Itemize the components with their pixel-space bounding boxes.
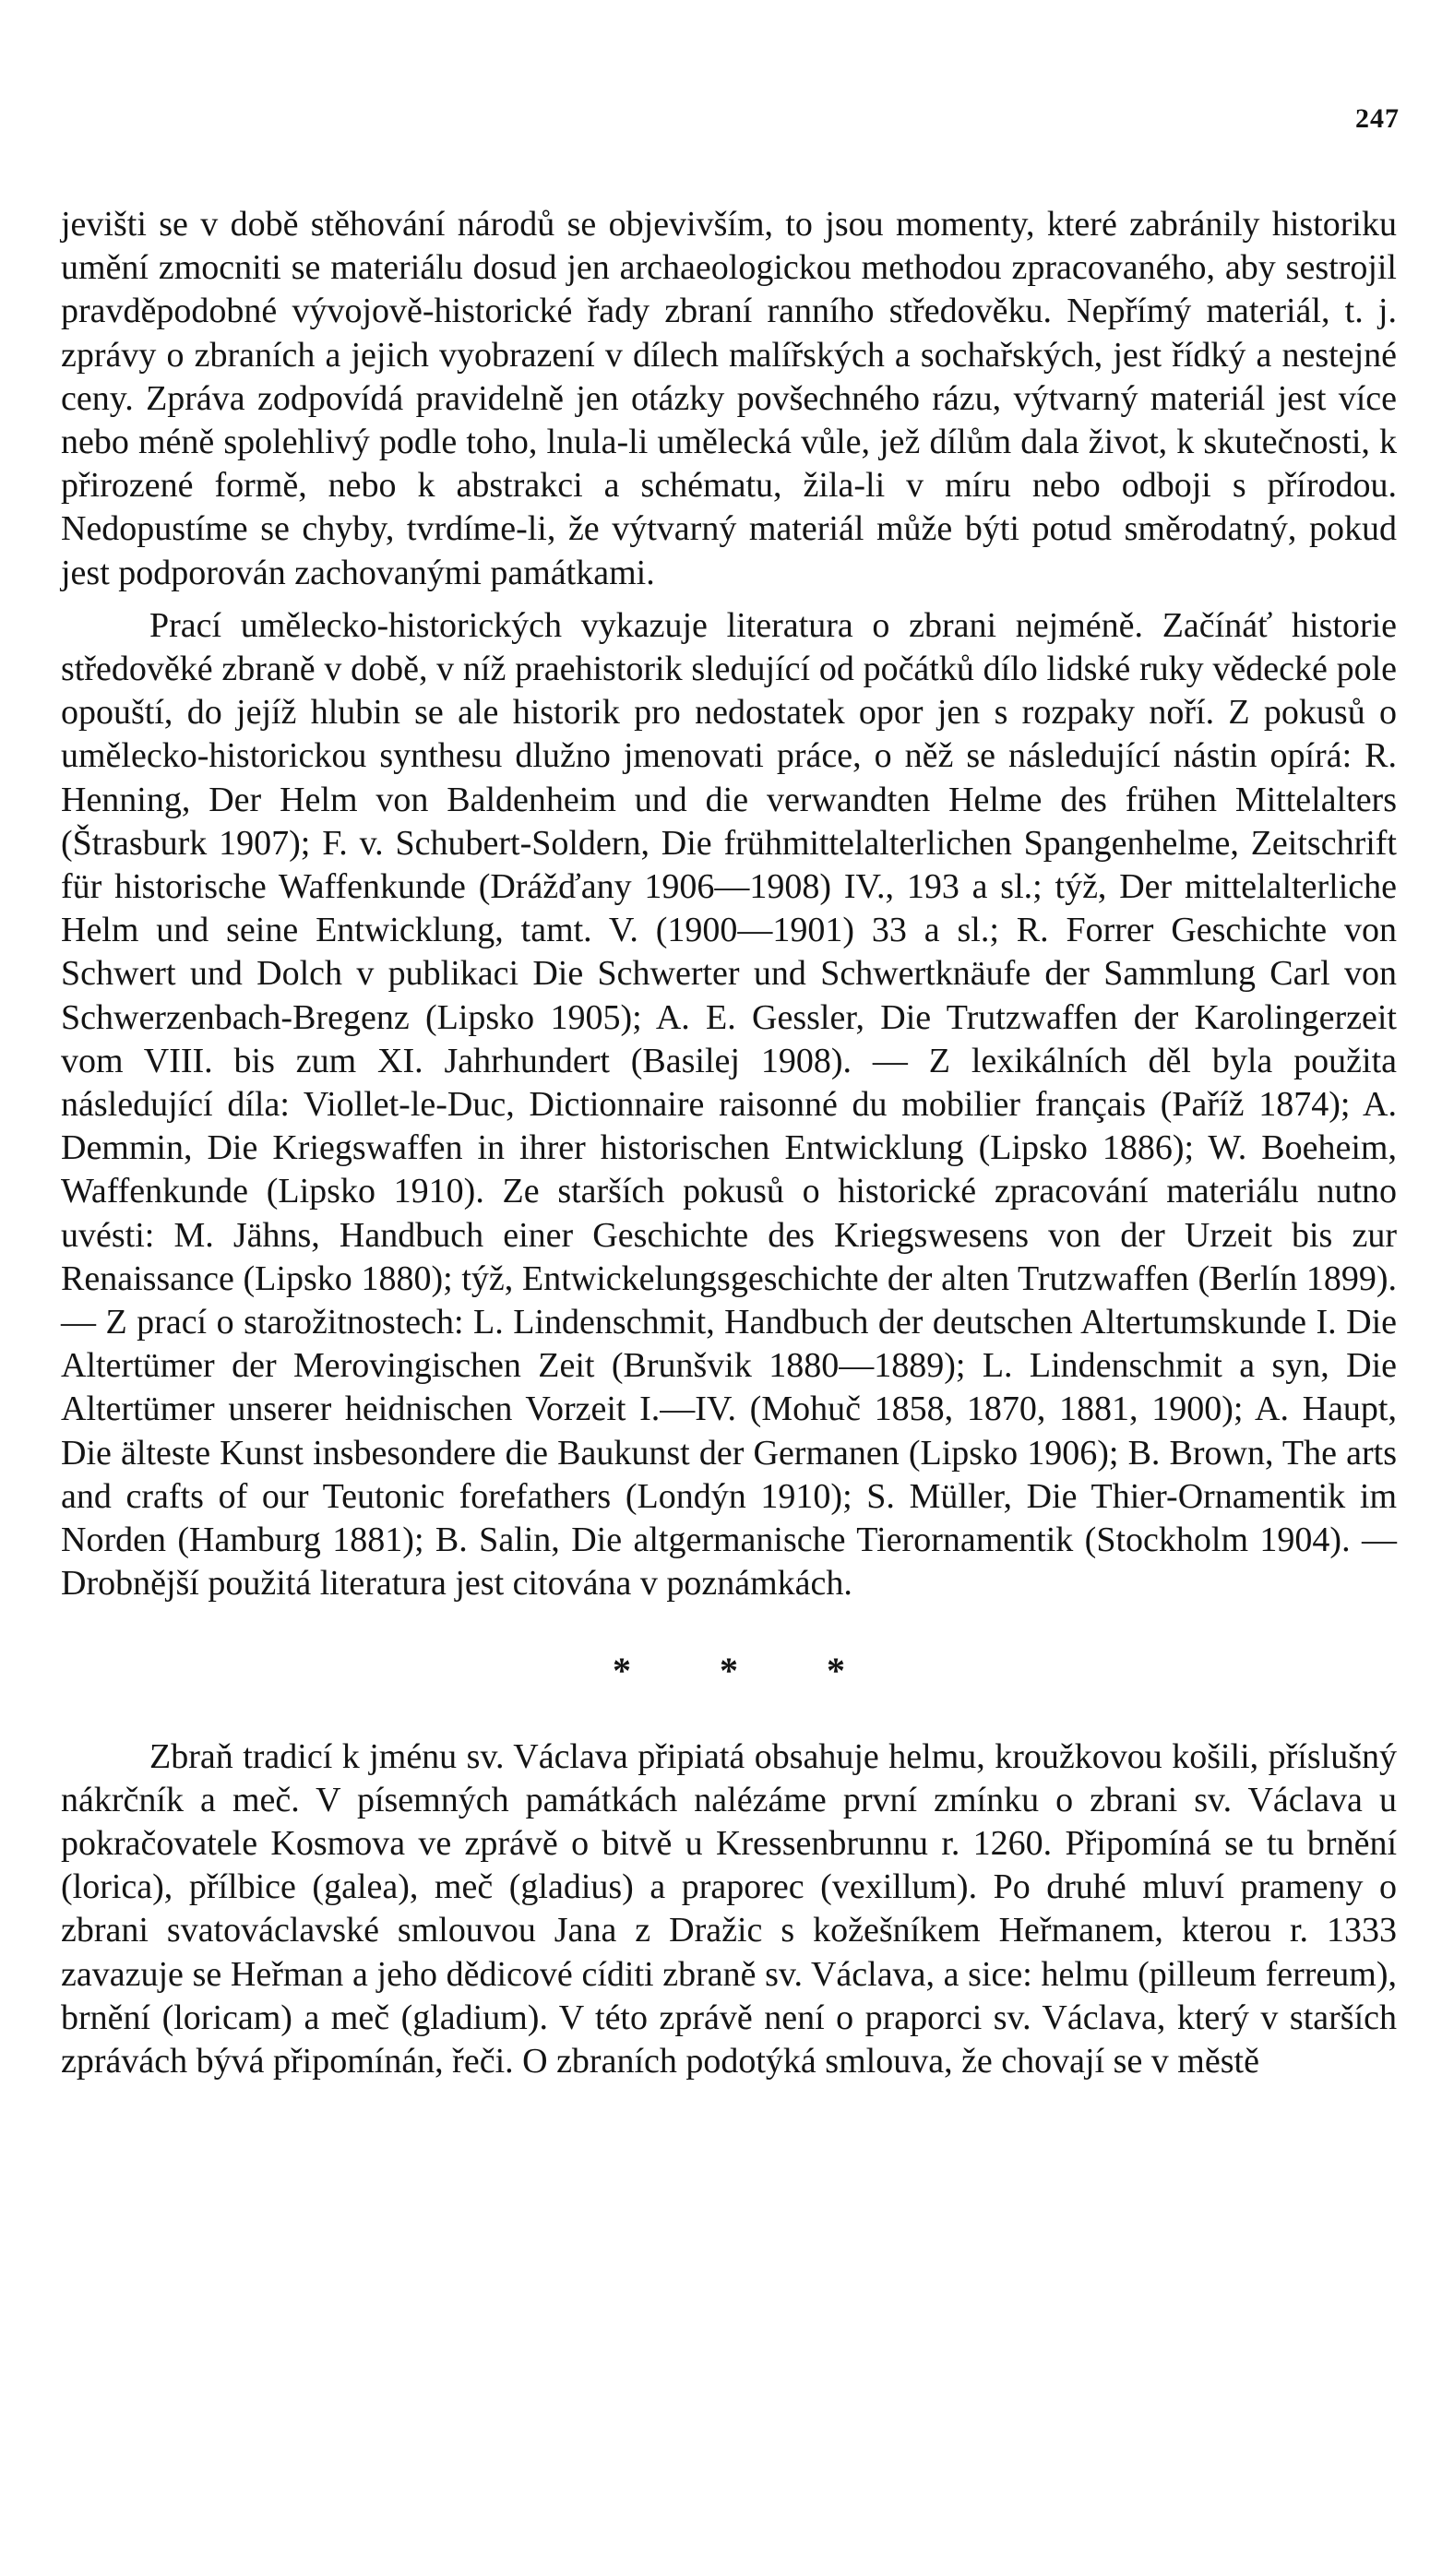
- paragraph-2: Prací umělecko-historických vykazuje literatura o zbrani nejméně. Začínáť historie středověké zbraně v době, v níž praehistorik sledující od počátků dílo lidské ruky vědecké pole opouští, do jejíž hlubin se ale historik pro nedostatek opor jen s rozpaky noří. Z pokusů o umělecko-historickou synthesu dlužno jmenovati práce, o něž se následující nástin opírá: R. Henning, Der Helm von Baldenheim und die verwandten Helme des frühen Mittelalters (Štrasburk 1907); F. v. Schubert-Soldern, Die frühmittelalterlichen Spangenhelme, Zeitschrift für historische Waffenkunde (Drážďany 1906—1908) IV., 193 a sl.; týž, Der mittelalterliche Helm und seine Entwicklung, tamt. V. (1900—1901) 33 a sl.; R. Forrer Geschichte von Schwert und Dolch v publikaci Die Schwerter und Schwertknäufe der Sammlung Carl von Schwerzenbach-Bregenz (Lipsko 1905); A. E. Gessler, Die Trutzwaffen der Karolingerzeit vom VIII. bis zum XI. Jahrhundert (Basilej 1908). — Z lexikálních děl byla použita následující díla: Viollet-le-Duc, Dictionnaire raisonné du mobilier français (Paříž 1874); A. Demmin, Die Kriegswaffen in ihrer historischen Entwicklung (Lipsko 1886); W. Boeheim, Waffenkunde (Lipsko 1910). Ze starších pokusů o historické zpracování materiálu nutno uvésti: M. Jähns, Handbuch einer Geschichte des Kriegswesens von der Urzeit bis zur Renaissance (Lipsko 1880); týž, Entwickelungsgeschichte der alten Trutzwaffen (Berlín 1899). — Z prací o starožitnostech: L. Lindenschmit, Handbuch der deutschen Altertumskunde I. Die Altertümer der Merovingischen Zeit (Brunšvik 1880—1889); L. Lindenschmit a syn, Die Altertümer unserer heidnischen Vorzeit I.—IV. (Mohuč 1858, 1870, 1881, 1900); A. Haupt, Die älteste Kunst insbesondere die Baukunst der Germanen (Lipsko 1906); B. Brown, The arts and crafts of our Teutonic forefathers (Londýn 1910); S. Müller, Die Thier-Ornamentik im Norden (Hamburg 1881); B. Salin, Die altgermanische Tierornamentik (Stockholm 1904). — Drobnější použitá literatura jest citována v poznámkách.: [61, 605, 1397, 1604]
- asterisk-1: *: [613, 1650, 631, 1691]
- page-number: 247: [1355, 103, 1400, 134]
- section-separator: [61, 1606, 1397, 1735]
- paragraph-3: Zbraň tradicí k jménu sv. Václava připiatá obsahuje helmu, kroužkovou košili, příslušný nákrčník a meč. V písemných památkách nalézáme první zmínku o zbrani sv. Václava u pokračovatele Kosmova ve zprávě o bitvě u Kressenbrunnu r. 1260. Připomíná se tu brnění (lorica), přílbice (galea), meč (gladius) a praporec (vexillum). Po druhé mluví prameny o zbrani svatováclavské smlouvou Jana z Dražic s kožešníkem Heřmanem, kterou r. 1333 zavazuje se Heřman a jeho dědicové cíditi zbraně sv. Václava, a sice: helmu (pilleum ferreum), brnění (loricam) a meč (gladium). V této zprávě není o praporci sv. Václava, který v starších zprávách bývá připomínán, řeči. O zbraních podotýká smlouva, že chovají se v městě: [61, 1736, 1397, 2081]
- asterisk-2: *: [720, 1650, 738, 1691]
- paragraph-1: jevišti se v době stěhování národů se objevivším, to jsou momenty, které zabránily historiku umění zmocniti se materiálu dosud jen archaeologickou methodou zpracovaného, aby sestrojil pravděpodobné vývojově-historické řady zbraní ranního středověku. Nepřímý materiál, t. j. zprávy o zbraních a jejich vyobrazení v dílech malířských a sochařských, jest řídký a nestejné ceny. Zpráva zodpovídá pravidelně jen otázky povšechného rázu, výtvarný materiál jest více nebo méně spolehlivý podle toho, lnula-li umělecká vůle, jež dílům dala život, k skutečnosti, k přirozené formě, nebo k abstrakci a schématu, žila-li v míru nebo odboji s přírodou. Nedopustíme se chyby, tvrdíme-li, že výtvarný materiál může býti potud směrodatný, pokud jest podporován zachovanými památkami.: [61, 205, 1397, 592]
- asterisk-3: *: [827, 1650, 845, 1691]
- body-text: [61, 203, 1397, 2083]
